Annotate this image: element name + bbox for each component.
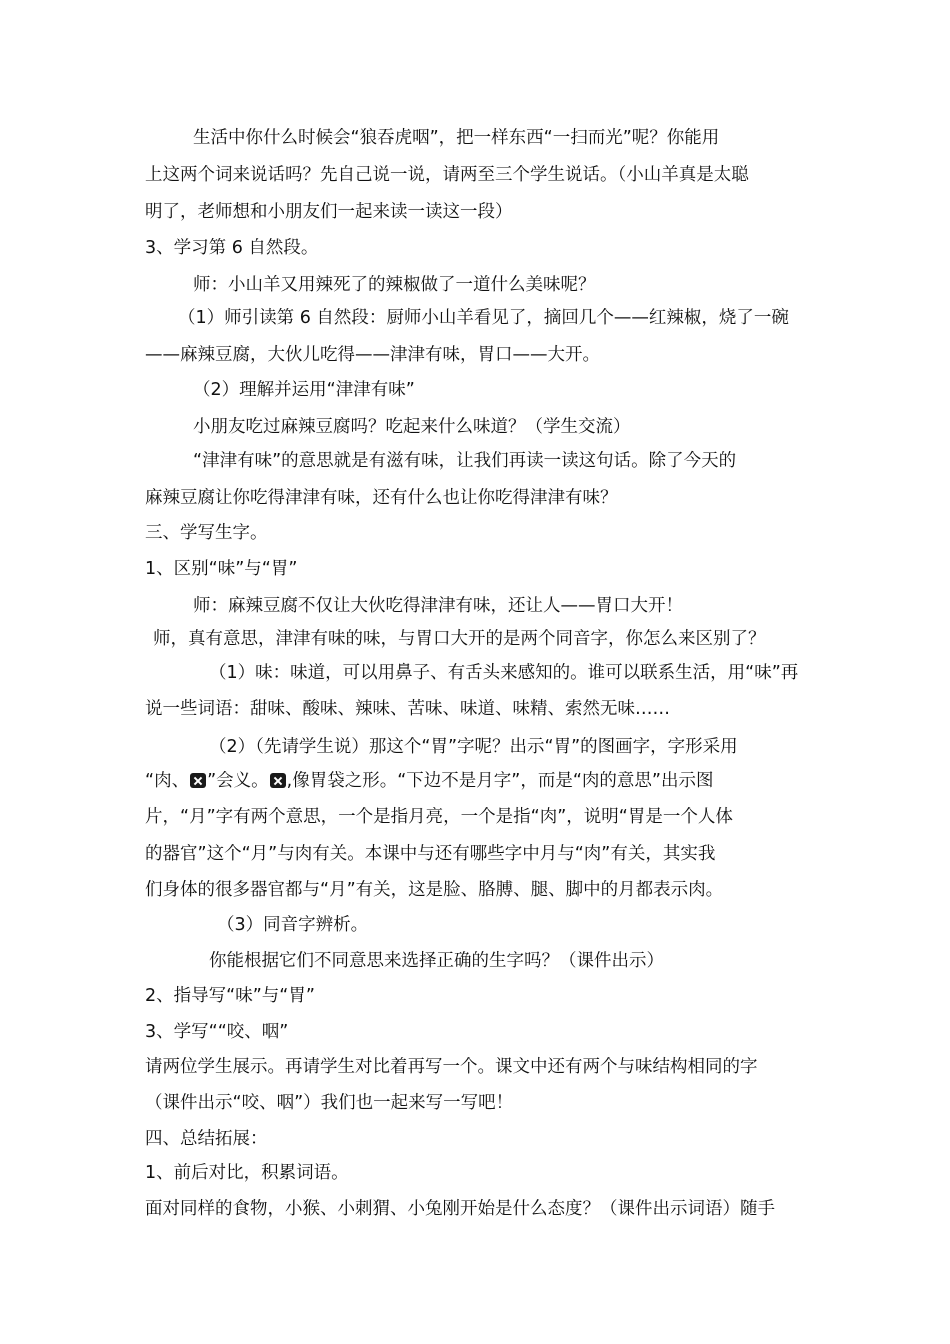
paragraph-line: 面对同样的食物，小猴、小刺猬、小兔刚开始是什么态度？（课件出示词语）随手	[145, 1199, 775, 1219]
missing-glyph-icon	[270, 773, 286, 788]
teacher-line: 师：小山羊又用辣死了的辣椒做了一道什么美味呢？	[193, 275, 596, 295]
paragraph-line: 生活中你什么时候会“狼吞虎咽”，把一样东西“一扫而光”呢？你能用	[193, 128, 720, 148]
paragraph-line: 小朋友吃过麻辣豆腐吗？吃起来什么味道？（学生交流）	[193, 417, 631, 437]
text-run: “肉、	[145, 771, 190, 791]
paragraph-line: （1）味：味道，可以用鼻子、有舌头来感知的。谁可以联系生活，用“味”再	[209, 663, 799, 683]
paragraph-line: （课件出示“咬、咽”）我们也一起来写一写吧！	[145, 1093, 514, 1113]
paragraph-line: 们身体的很多器官都与“月”有关，这是脸、胳膊、腿、脚中的月都表示肉。	[145, 880, 724, 900]
section-heading: 三、学写生字。	[145, 523, 268, 543]
paragraph-line: ——麻辣豆腐，大伙儿吃得——津津有味，胃口——大开。	[145, 345, 600, 365]
section-heading: 3、学写““咬、咽”	[145, 1022, 289, 1042]
paragraph-line: 明了，老师想和小朋友们一起来读一读这一段）	[145, 202, 513, 222]
paragraph-line: 的器官”这个“月”与肉有关。本课中与还有哪些字中月与“肉”有关，其实我	[145, 844, 716, 864]
paragraph-line: “津津有味”的意思就是有滋有味，让我们再读一读这句话。除了今天的	[193, 451, 737, 471]
paragraph-line: 上这两个词来说话吗？先自己说一说，请两至三个学生说话。（小山羊真是太聪	[145, 165, 749, 185]
section-heading: 1、区别“味”与“胃”	[145, 559, 298, 579]
text-run: ,像胃袋之形。“下边不是月字”，而是“肉的意思”出示图	[286, 771, 714, 791]
paragraph-line: 请两位学生展示。再请学生对比着再写一个。课文中还有两个与味结构相同的字	[145, 1057, 758, 1077]
teacher-line: 师：麻辣豆腐不仅让大伙吃得津津有味，还让人——胃口大开！	[193, 596, 683, 616]
text-run: ”会义。	[207, 771, 269, 791]
subsection-heading: （3）同音字辨析。	[217, 915, 369, 935]
teacher-line: 师，真有意思，津津有味的味，与胃口大开的是两个同音字，你怎么来区别了？	[153, 629, 766, 649]
section-heading: 1、前后对比，积累词语。	[145, 1163, 349, 1183]
section-heading: 2、指导写“味”与“胃”	[145, 986, 315, 1006]
paragraph-line	[145, 764, 713, 799]
paragraph-line: 麻辣豆腐让你吃得津津有味，还有什么也让你吃得津津有味？	[145, 488, 618, 508]
paragraph-line: 片，“月”字有两个意思，一个是指月亮，一个是指“肉”，说明“胃是一个人体	[145, 807, 733, 827]
paragraph-line: 说一些词语：甜味、酸味、辣味、苦味、味道、味精、索然无味……	[145, 699, 670, 719]
section-heading: 3、学习第 6 自然段。	[145, 238, 319, 258]
paragraph-line: 你能根据它们不同意思来选择正确的生字吗？（课件出示）	[209, 951, 664, 971]
paragraph-line: （1）师引读第 6 自然段：厨师小山羊看见了，摘回几个——红辣椒，烧了一碗	[178, 308, 789, 328]
subsection-heading: （2）理解并运用“津津有味”	[193, 380, 415, 400]
missing-glyph-icon	[190, 773, 206, 788]
paragraph-line: （2）（先请学生说）那这个“胃”字呢？出示“胃”的图画字，字形采用	[209, 737, 738, 757]
section-heading: 四、总结拓展：	[145, 1129, 268, 1149]
